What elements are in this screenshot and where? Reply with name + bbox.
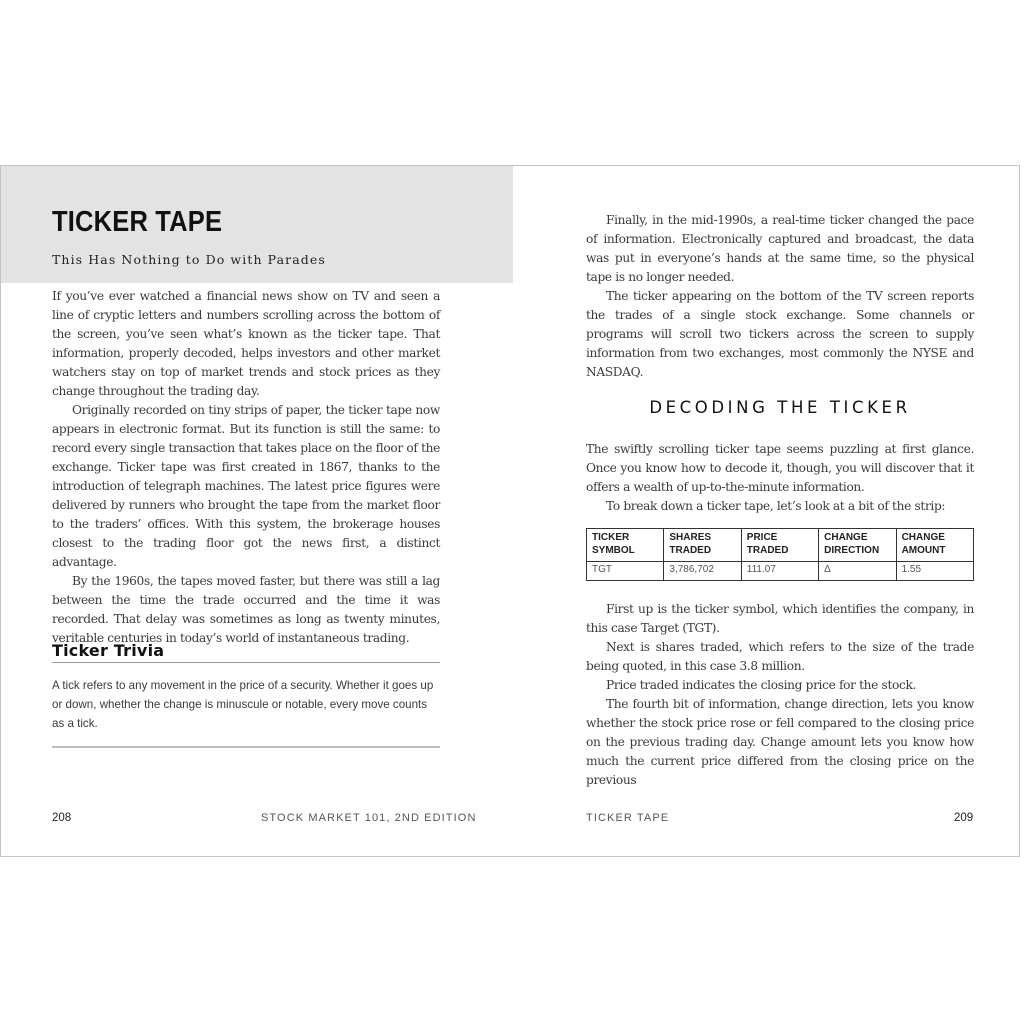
paragraph: Finally, in the mid-1990s, a real-time ticker changed the pace of information. Electronically captured and broadcast, the data was put in everyone’s hands at the same time, so the physical tape is no longer needed. — [586, 213, 974, 284]
column-header: CHANGE AMOUNT — [896, 529, 973, 562]
column-header: CHANGE DIRECTION — [819, 529, 896, 562]
sidebar-bottom-rule — [52, 746, 440, 748]
paragraph: The ticker appearing on the bottom of the TV screen reports the trades of a single stock exchange. Some channels or programs will scroll two tickers across the screen to supply information from two exchanges, most commonly the NYSE and NASDAQ. — [586, 289, 974, 379]
table-explanation-text — [586, 600, 974, 790]
table-cell: 1.55 — [896, 562, 973, 581]
left-page — [1, 166, 513, 856]
table-row — [587, 562, 974, 581]
paragraph: To break down a ticker tape, let’s look at a bit of the strip: — [606, 499, 946, 513]
left-body-text — [52, 287, 440, 648]
column-header: TICKER SYMBOL — [587, 529, 664, 562]
table-cell: Δ — [819, 562, 896, 581]
page-number-right: 209 — [954, 812, 974, 824]
section-heading: DECODING THE TICKER — [649, 398, 911, 417]
table-header-row — [587, 529, 974, 562]
paragraph: Originally recorded on tiny strips of paper, the ticker tape now appears in electronic format. But its function is still the same: to record every single transaction that takes place on the floor of the exchange. Ticker tape was first created in 1867, thanks to the introduction of telegraph machines. The latest price figures were delivered by runners who brought the tape from the market floor to the traders’ offices. With this system, the brokerage houses closest to the trading floor got the news first, a distinct advantage. — [52, 403, 440, 569]
paragraph: First up is the ticker symbol, which identifies the company, in this case Target (TGT). — [586, 602, 974, 635]
paragraph: The fourth bit of information, change direction, lets you know whether the stock price rose or fell compared to the closing price on the previous trading day. Change amount lets you know how much the current price differed from the closing price on the previous — [586, 697, 974, 787]
sidebar-heading-rule — [52, 641, 440, 663]
page-number-left: 208 — [52, 812, 72, 824]
table-cell: 111.07 — [741, 562, 818, 581]
paragraph: The swiftly scrolling ticker tape seems puzzling at first glance. Once you know how to decode it, though, you will discover that it offers a wealth of up-to-the-minute information. — [586, 442, 974, 494]
right-intro-text — [586, 211, 974, 382]
chapter-title: TICKER TAPE — [52, 206, 223, 238]
sidebar-heading: Ticker Trivia — [52, 641, 165, 660]
running-head-right: TICKER TAPE — [586, 812, 670, 824]
paragraph: Price traded indicates the closing price for the stock. — [606, 678, 917, 692]
sidebar-text: A tick refers to any movement in the price of a security. Whether it goes up or down, whether the change is minuscule or notable, every move counts as a tick. — [52, 679, 434, 730]
ticker-example-table — [586, 528, 974, 581]
column-header: SHARES TRADED — [664, 529, 741, 562]
table-cell: TGT — [587, 562, 664, 581]
paragraph: If you’ve ever watched a financial news show on TV and seen a line of cryptic letters and numbers scrolling across the bottom of the screen, you’ve seen what’s known as the ticker tape. That information, properly decoded, helps investors and other market watchers stay on top of market trends and stock prices as they change throughout the trading day. — [52, 289, 440, 398]
column-header: PRICE TRADED — [741, 529, 818, 562]
paragraph: By the 1960s, the tapes moved faster, but there was still a lag between the time the trade occurred and the time it was recorded. That delay was sometimes as long as twenty minutes, veritable centuries in today’s world of instantaneous trading. — [52, 574, 440, 645]
chapter-title-box — [1, 166, 513, 283]
book-spread — [0, 165, 1020, 857]
paragraph: Next is shares traded, which refers to the size of the trade being quoted, in this case 3.8 million. — [586, 640, 974, 673]
right-page — [513, 166, 1021, 856]
running-head-left: STOCK MARKET 101, 2ND EDITION — [261, 812, 477, 824]
section-intro-text — [586, 440, 974, 516]
table-cell: 3,786,702 — [664, 562, 741, 581]
chapter-subtitle: This Has Nothing to Do with Parades — [52, 252, 326, 267]
